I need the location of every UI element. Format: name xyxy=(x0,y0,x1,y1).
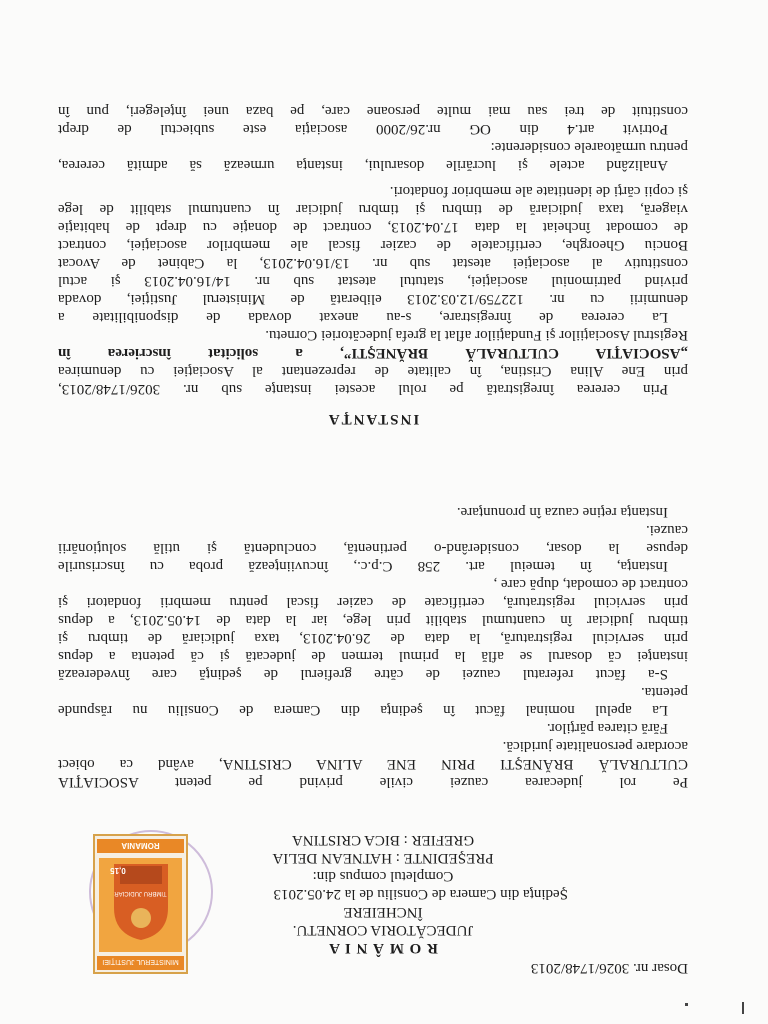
body-line: petenta. xyxy=(640,684,688,700)
body-line: CULTURALĂ BRĂNEŞTI PRIN ENE ALINA CRISTINA, având ca obiect xyxy=(58,756,688,772)
country-heading: R O M Â N I A xyxy=(328,940,438,956)
body-line: Registrul Asociaţiilor şi Fundaţiilor aflat la grefa judecătoriei Cornetu. xyxy=(265,327,688,343)
body-line: constituit de trei sau mai multe persoane care, pe baza unei înţelegeri, pun în xyxy=(58,103,688,119)
body-line: timbru judiciar în cuantumul stabilit prin lege, iar la data de 14.05.2013, a depus xyxy=(58,612,688,628)
body-line: Potrivit art.4 din OG nr.26/2000 asociaţia este subiectul de drept xyxy=(58,121,668,137)
body-line: denumirii cu nr. 122759/12.03.2013 eliberată de Ministerul Justiţiei, dovada xyxy=(58,291,688,307)
body-line: privind patrimoniul asociaţiei, statutul atestat sub nr. 14/16.04.2013 şi actul xyxy=(58,273,688,289)
body-line: constitutiv al asociaţiei atestat sub nr. 13/16.04.2013, la Cabinet de Avocat xyxy=(58,255,688,271)
body-line: La apelul nominal făcut în şedinţa din Camera de Consiliu nu răspunde xyxy=(58,702,668,718)
session-line: Şedinţa din Camera de Consiliu de la 24.05.2013 xyxy=(273,886,568,902)
body-line: pentru următoarele considerente: xyxy=(490,139,688,155)
clerk-line: GREFIER : BICA CRISTINA xyxy=(291,832,475,848)
judicial-stamp xyxy=(93,834,188,974)
body-line: „ASOCIAŢIA CULTURALĂ BRĂNEŞTI”, a solicitat înscrierea în xyxy=(58,345,688,361)
body-line: şi copii cărţi de identitate ale membrior fondatori. xyxy=(389,183,688,199)
scan-mark xyxy=(742,1002,744,1014)
body-line: Bonciu Gheorghe, certificatele de cazier fiscal ale membrilor asociaţiei, contract xyxy=(58,237,688,253)
body-line: Pe rol judecarea cauzei civile privind pe petent ASOCIAŢIA xyxy=(58,774,688,790)
stamp-value: 0,15 xyxy=(110,866,126,875)
section-heading: INSTANŢA xyxy=(326,411,420,427)
stamp-country: ROMANIA xyxy=(121,841,160,850)
panel-line: Completul compus din: xyxy=(312,868,454,884)
document-type: ÎNCHEIERE xyxy=(343,904,423,920)
body-line: prin Ene Alina Cristina, în calitate de reprezentant al Asociaţiei cu denumirea xyxy=(58,363,688,379)
body-line: Analizând actele şi lucrările dosarului, instanţa urmează să admită cererea, xyxy=(58,157,668,173)
body-line: contract de comodat, după care , xyxy=(493,576,688,592)
stamp-ministry: MINISTERUL JUSTIŢIEI xyxy=(102,958,179,965)
scan-mark xyxy=(685,1003,688,1006)
body-line: de comodat încheiat la data 17.04.2013, contract de donaţie cu drept de habitaţie xyxy=(58,219,688,235)
body-line: depuse la dosar, considerând-o pertinentă, concludentă şi utilă soluţionării xyxy=(58,540,688,556)
body-line: prin serviciul registratură, certificate de cazier fiscal pentru membrii fondatori şi xyxy=(58,594,688,610)
body-line: prin serviciul registratură, la data de 26.04.2013, taxa judiciară de timbru şi xyxy=(58,630,688,646)
stamp-label: TIMBRU JUDICIAR xyxy=(114,890,167,896)
file-number: Dosar nr. 3026/1748/2013 xyxy=(530,960,688,976)
body-line: Prin cererea înregistrată pe rolul acestei instanţe sub nr. 3026/1748/2013, xyxy=(58,381,668,397)
body-line: viageră, taxa judiciară de timbru şi timbru judiciar în cuantumul stabilit de lege xyxy=(58,201,688,217)
body-line: cauzei. xyxy=(645,522,688,538)
body-line: S-a făcut referatul cauzei de către grefierul de şedinţă care învederează xyxy=(58,666,668,682)
body-line: Instanţa, în temeiul art. 258 C.p.c., încuviinţează proba cu înscrisurile xyxy=(58,558,668,574)
court-name: JUDECĂTORIA CORNETU. xyxy=(292,922,474,938)
body-line: La cererea de înregistrare, s-au anexat dovada de disponibilitate a xyxy=(58,309,668,325)
body-line: acordare personalitate juridică. xyxy=(502,738,688,754)
body-line: Fără citarea părţilor. xyxy=(546,720,668,736)
stamp-graphic xyxy=(93,834,188,974)
body-line: instanţei că dosarul se află la primul termen de judecată şi că petenta a depus xyxy=(58,648,688,664)
president-line: PREŞEDINTE : HATNEAN DELIA xyxy=(272,850,494,866)
body-line: Instanţa reţine cauza în pronunţare. xyxy=(456,504,668,520)
